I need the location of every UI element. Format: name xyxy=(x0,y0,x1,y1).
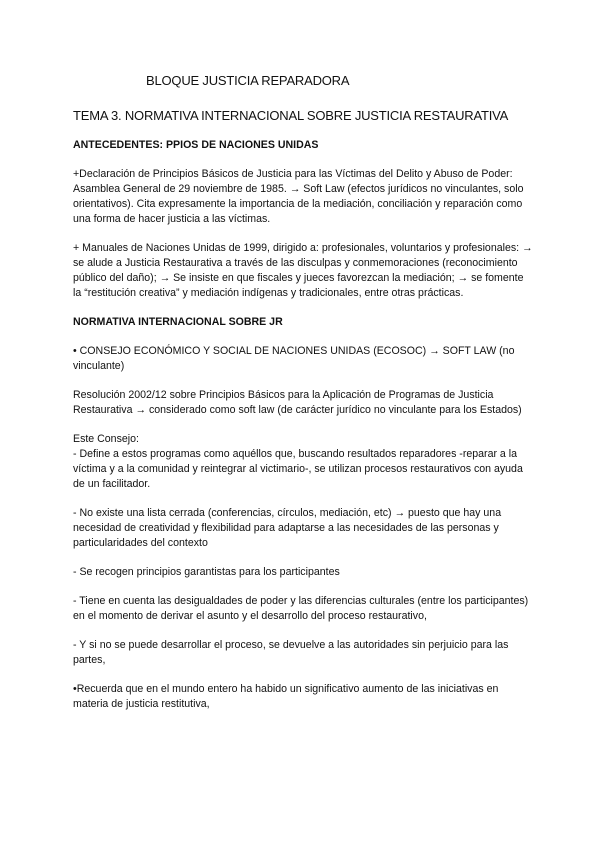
document-body xyxy=(73,138,533,726)
paragraph-resolucion: Resolución 2002/12 sobre Principios Básicos para la Aplicación de Programas de Justicia Restaurativa → considerado como soft law (de carácter jurídico no vinculante para los Estados) xyxy=(73,389,522,416)
paragraph-lista-cerrada: - No existe una lista cerrada (conferencias, círculos, mediación, etc) → puesto que hay una necesidad de creatividad y flexibilidad para adaptarse a las necesidades de las personas y particularidades del contexto xyxy=(73,507,502,549)
paragraph-ecosoc: • CONSEJO ECONÓMICO Y SOCIAL DE NACIONES UNIDAS (ECOSOC) → SOFT LAW (no vinculante) xyxy=(73,345,515,372)
paragraph-aumento-iniciativas: •Recuerda que en el mundo entero ha habido un significativo aumento de las iniciativas en materia de justicia restitutiva, xyxy=(73,683,499,710)
paragraph-manuales: + Manuales de Naciones Unidas de 1999, dirigido a: profesionales, voluntarios y profesionales: → se alude a Justicia Restaurativa a través de las disculpas y conmemoraciones (reconocimiento público del daño); → Se insiste en que fiscales y jueces favorezcan la mediación; → se fomente la “restitución creativa” y mediación indígenas y tradicionales, entre otras prácticas. xyxy=(73,242,533,299)
paragraph-define-programas: - Define a estos programas como aquéllos que, buscando resultados reparadores -reparar a la víctima y a la comunidad y reintegrar al victimario-, se utilizan procesos restaurativos con ayuda de un facilitador. xyxy=(73,448,523,490)
paragraph-desigualdades: - Tiene en cuenta las desigualdades de poder y las diferencias culturales (entre los participantes) en el momento de derivar el asunto y el desarrollo del proceso restaurativo, xyxy=(73,595,529,622)
paragraph-declaracion: +Declaración de Principios Básicos de Justicia para las Víctimas del Delito y Abuso de Poder: Asamblea General de 29 noviembre de 1985. → Soft Law (efectos jurídicos no vinculantes, solo orientativos). Cita expresamente la importancia de la mediación, conciliación y reparación como una forma de hacer justicia a las víctimas. xyxy=(73,168,524,225)
topic-title: TEMA 3. NORMATIVA INTERNACIONAL SOBRE JUSTICIA RESTAURATIVA xyxy=(73,108,509,123)
paragraph-devolucion: - Y si no se puede desarrollar el proceso, se devuelve a las autoridades sin perjuicio para las partes, xyxy=(73,639,509,666)
section-heading-antecedentes: ANTECEDENTES: PPIOS DE NACIONES UNIDAS xyxy=(73,139,319,151)
block-title: BLOQUE JUSTICIA REPARADORA xyxy=(146,73,350,88)
section-heading-normativa: NORMATIVA INTERNACIONAL SOBRE JR xyxy=(73,316,283,328)
paragraph-consejo-intro: Este Consejo: xyxy=(73,433,139,445)
paragraph-principios-garantistas: - Se recogen principios garantistas para los participantes xyxy=(73,566,340,578)
